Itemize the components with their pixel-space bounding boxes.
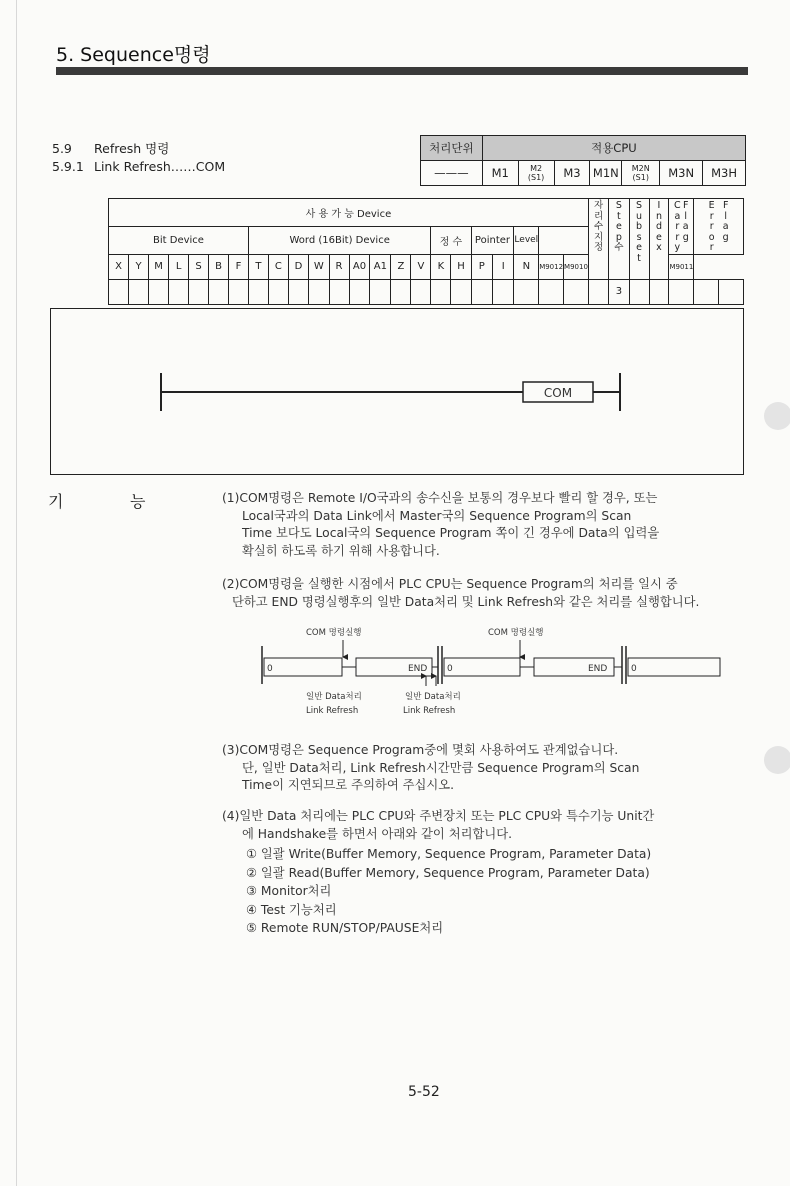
empty-cell	[148, 279, 168, 304]
header-char: y	[674, 242, 681, 253]
header-char: g	[722, 231, 729, 243]
header-char: F	[682, 200, 689, 211]
empty-cell	[588, 279, 608, 304]
bit-device-header: Bit Device	[109, 226, 249, 254]
list-item: ⑤ Remote RUN/STOP/PAUSE처리	[246, 921, 444, 935]
subsection-number: 5.9.1	[52, 159, 84, 174]
data-proc-label-2: 일반 Data처리	[405, 692, 461, 702]
header-char: r	[675, 221, 680, 232]
text-line: Local국과의 Data Link에서 Master국의 Sequence Program의 Scan	[242, 508, 632, 523]
empty-cell	[649, 279, 669, 304]
timing-zero-3: 0	[631, 664, 637, 674]
device-column-label: D	[288, 254, 308, 279]
header-char: r	[709, 242, 714, 253]
level-column-label: N	[514, 254, 539, 279]
unit-header: 처리단위	[421, 136, 483, 161]
header-char: S	[615, 200, 622, 211]
list-item: ① 일괄 Write(Buffer Memory, Sequence Program, Parameter Data)	[246, 847, 652, 861]
empty-cell	[288, 279, 308, 304]
cpu-m1: M1	[482, 161, 518, 186]
section-title: Refresh 명령	[94, 141, 170, 156]
header-char: E	[708, 200, 715, 211]
text-line: 확실히 하도록 하기 위해 사용합니다.	[242, 543, 440, 558]
page-margin-line	[16, 0, 17, 1186]
header-char: b	[636, 221, 643, 232]
empty-cell	[493, 279, 514, 304]
empty-cell	[431, 279, 451, 304]
index-header	[649, 199, 669, 280]
device-column-label: I	[493, 254, 514, 279]
cpu-table	[420, 135, 746, 186]
cpu-m3: M3	[554, 161, 590, 186]
header-char: x	[656, 242, 662, 253]
device-column-label: B	[209, 254, 229, 279]
paragraph-4	[222, 808, 732, 843]
device-column-label: M	[148, 254, 168, 279]
header-char: 정	[593, 242, 604, 253]
header-bar	[56, 67, 748, 75]
empty-cell	[268, 279, 288, 304]
header-char: r	[675, 231, 680, 243]
m9011-cell: M9011	[669, 254, 694, 279]
empty-cell	[411, 279, 431, 304]
subsection-title: Link Refresh……COM	[94, 159, 226, 174]
device-column-label: S	[189, 254, 209, 279]
function-label-2: 능	[130, 492, 146, 511]
header-char: 수	[614, 242, 624, 253]
empty-cell	[349, 279, 370, 304]
empty-cell	[694, 279, 719, 304]
cpu-m2n-bottom: (S1)	[632, 173, 649, 182]
device-column-label: Y	[129, 254, 149, 279]
text-line: (2)COM명령을 실행한 시점에서 PLC CPU는 Sequence Program의 처리를 일시 중	[222, 577, 678, 591]
device-column-label: P	[471, 254, 493, 279]
pointer-header: Pointer	[471, 226, 514, 254]
digit-spec-header	[588, 199, 608, 280]
device-column-label: C	[268, 254, 288, 279]
empty-cell	[209, 279, 229, 304]
device-column-label: V	[411, 254, 431, 279]
empty-cell	[309, 279, 329, 304]
processing-list	[246, 845, 651, 938]
unit-dash: ———	[421, 161, 483, 186]
cpu-m2n-top: M2N	[631, 164, 650, 173]
empty-cell	[370, 279, 391, 304]
text-line: Time이 지연되므로 주의하여 주십시오.	[242, 778, 455, 792]
com-exec-label-1: COM 명령실행	[306, 628, 362, 638]
device-column-label: Z	[391, 254, 411, 279]
header-char: a	[722, 221, 729, 232]
timing-zero-2: 0	[447, 664, 453, 674]
text-line: Time 보다도 Local국의 Sequence Program 쪽이 긴 경우에 Data의 입력을	[242, 526, 660, 540]
header-char: e	[636, 242, 642, 253]
header-char: a	[674, 210, 681, 222]
empty-cell	[391, 279, 411, 304]
header-char: s	[636, 231, 642, 243]
text-line: (3)COM명령은 Sequence Program중에 몇회 사용하여도 관계없습니다.	[222, 743, 619, 757]
com-instruction-label: COM	[543, 386, 573, 400]
cpu-m3n: M3N	[660, 161, 703, 186]
function-label-1: 기	[48, 492, 64, 511]
m9010-cell: M9010	[564, 254, 589, 279]
timing-end-2: END	[588, 664, 608, 674]
section-heading	[52, 139, 169, 157]
paragraph-3	[222, 742, 732, 795]
data-proc-label-1: 일반 Data처리	[306, 692, 362, 702]
binder-hole	[764, 746, 790, 774]
header-char: e	[656, 231, 662, 243]
program-segment-3	[628, 658, 720, 676]
text-line: 단하고 END 명령실행후의 일반 Data처리 및 Link Refresh와 같은 처리를 실행합니다.	[232, 594, 700, 609]
empty-cell	[629, 279, 649, 304]
cpu-m2-top: M2	[530, 164, 543, 173]
empty-cell	[471, 279, 493, 304]
text-line: 단, 일반 Data처리, Link Refresh시간만큼 Sequence Program의 Scan	[242, 760, 640, 775]
device-column-label: A1	[370, 254, 391, 279]
device-table	[108, 198, 744, 305]
device-column-label: F	[229, 254, 249, 279]
header-char: d	[655, 221, 662, 232]
constant-header: 정 수	[431, 226, 471, 254]
link-refresh-label-2: Link Refresh	[403, 706, 456, 716]
timing-diagram	[250, 638, 730, 690]
cpu-m2n	[622, 161, 660, 186]
level-header: Level	[514, 226, 539, 254]
empty-cell	[669, 279, 694, 304]
header-char: p	[615, 231, 622, 243]
header-char: S	[636, 200, 643, 211]
empty-cell	[514, 279, 539, 304]
subset-header	[629, 199, 649, 280]
header-char: F	[722, 200, 729, 211]
word-device-header: Word (16Bit) Device	[248, 226, 430, 254]
binder-hole	[764, 402, 790, 430]
empty-cell	[329, 279, 349, 304]
empty-cell	[539, 279, 564, 304]
device-column-label: X	[109, 254, 129, 279]
cpu-m1n: M1N	[590, 161, 622, 186]
cpu-header: 적용CPU	[482, 136, 745, 161]
error-flag-header	[694, 199, 744, 255]
m9012-cell: M9012	[539, 254, 564, 279]
empty-cell	[248, 279, 268, 304]
device-column-label: T	[248, 254, 268, 279]
device-column-label: R	[329, 254, 349, 279]
step-count-header	[609, 199, 629, 280]
paragraph-1	[222, 490, 732, 560]
header-char: u	[636, 210, 643, 222]
cpu-m2	[518, 161, 554, 186]
header-char: 자	[593, 200, 604, 211]
carry-flag-header	[669, 199, 694, 255]
page-number: 5-52	[408, 1084, 440, 1100]
device-column-label: H	[451, 254, 471, 279]
header-char: o	[708, 231, 715, 243]
device-column-label: W	[309, 254, 329, 279]
header-char: t	[617, 210, 621, 222]
text-line: (4)일반 Data 처리에는 PLC CPU와 주변장치 또는 PLC CPU와 특수기능 Unit간	[222, 809, 655, 823]
timing-zero-1: 0	[267, 664, 273, 674]
ladder-diagram-box	[50, 308, 744, 475]
header-char: l	[684, 210, 688, 222]
subsection-heading	[52, 159, 225, 174]
empty-cell	[129, 279, 149, 304]
empty-cell	[189, 279, 209, 304]
chapter-title: 5. Sequence명령	[56, 44, 211, 66]
header-char: 리	[593, 210, 604, 222]
device-column-label: K	[431, 254, 451, 279]
program-segment-2	[444, 658, 520, 676]
header-char: e	[615, 221, 622, 232]
header-char: C	[674, 200, 681, 211]
cpu-m2-bottom: (S1)	[527, 173, 545, 182]
header-char: 지	[593, 231, 604, 243]
header-char: I	[657, 200, 661, 211]
empty-cell	[169, 279, 189, 304]
header-char: g	[682, 231, 689, 243]
usable-device-header: 사 용 가 능 Device	[109, 199, 589, 227]
header-char: l	[724, 210, 727, 222]
section-number: 5.9	[52, 141, 72, 156]
list-item: ③ Monitor처리	[246, 884, 332, 898]
list-item: ② 일괄 Read(Buffer Memory, Sequence Program, Parameter Data)	[246, 865, 650, 880]
com-exec-label-2: COM 명령실행	[488, 628, 544, 638]
text-line: (1)COM명령은 Remote I/O국과의 송수신을 보통의 경우보다 빨리 할 경우, 또는	[222, 491, 658, 505]
device-column-label: A0	[349, 254, 370, 279]
step-value-cell: 3	[609, 279, 629, 304]
text-line: 에 Handshake를 하면서 아래와 같이 처리합니다.	[242, 826, 513, 841]
header-char: r	[709, 210, 714, 222]
header-char: n	[655, 210, 662, 222]
program-segment-1	[264, 658, 342, 676]
empty-cell	[719, 279, 744, 304]
list-item: ④ Test 기능처리	[246, 902, 337, 917]
header-char: a	[682, 221, 689, 232]
cpu-m3h: M3H	[703, 161, 746, 186]
empty-cell	[564, 279, 589, 304]
empty-cell	[109, 279, 129, 304]
ladder-diagram	[51, 309, 743, 474]
header-char: t	[637, 252, 641, 264]
timing-end-1: END	[408, 664, 428, 674]
empty-cell	[451, 279, 471, 304]
device-column-label: L	[169, 254, 189, 279]
header-char: 수	[593, 221, 604, 232]
link-refresh-label-1: Link Refresh	[306, 706, 359, 716]
header-char: r	[709, 221, 714, 232]
paragraph-2	[222, 576, 732, 611]
empty-cell	[229, 279, 249, 304]
